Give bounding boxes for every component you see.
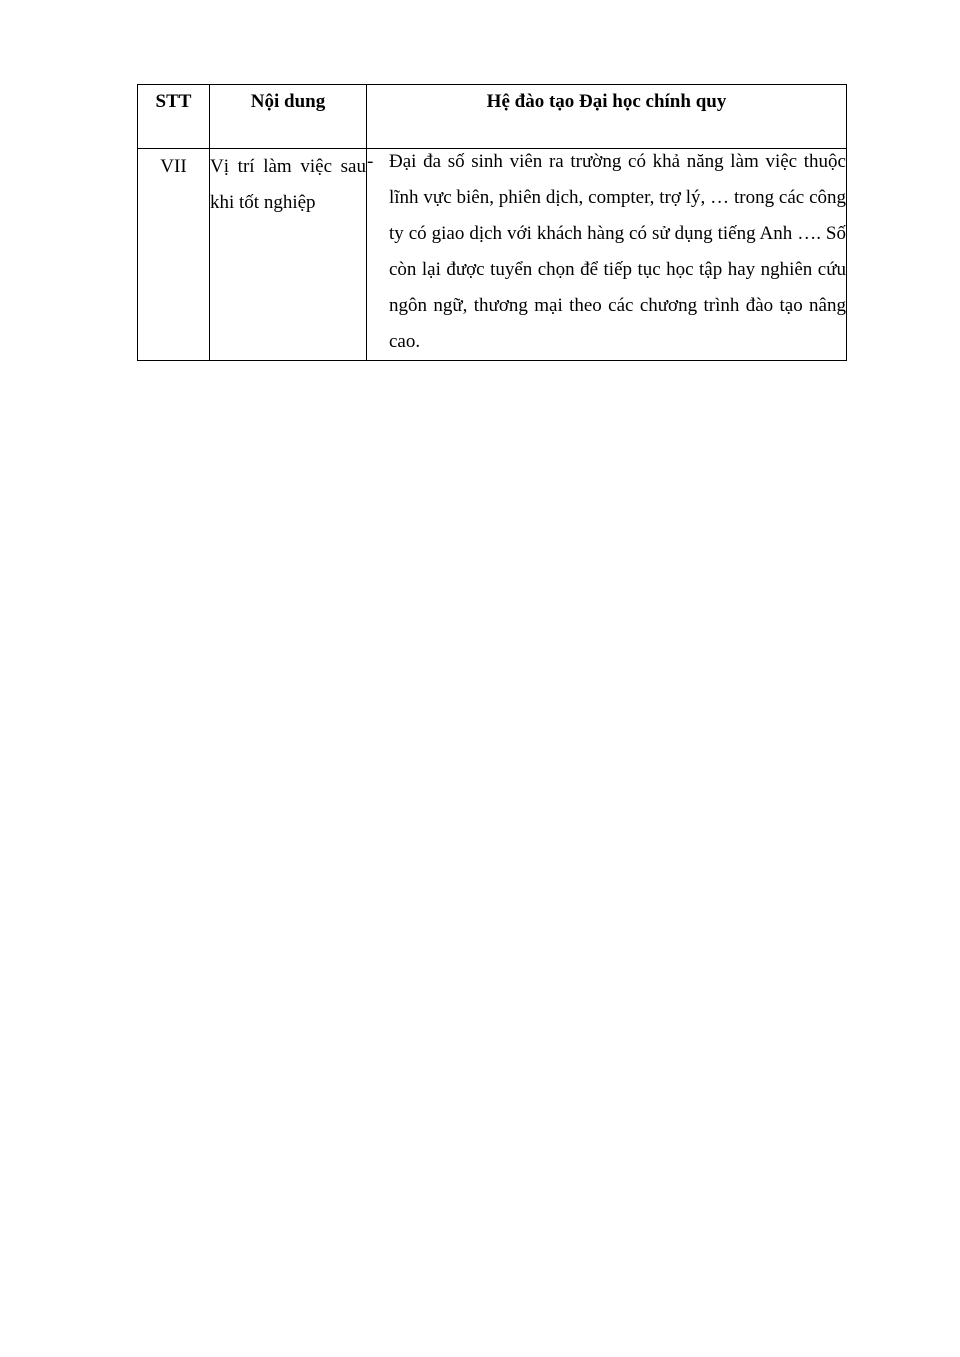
row-description-cell bbox=[367, 149, 847, 361]
program-info-table bbox=[137, 84, 847, 361]
row-content: Vị trí làm việc sau khi tốt nghiệp bbox=[210, 149, 367, 361]
bullet-dash: - bbox=[367, 151, 374, 172]
description-bullet bbox=[367, 149, 846, 360]
row-description: Đại đa số sinh viên ra trường có khả năng làm việc thuộc lĩnh vực biên, phiên dịch, compter, trợ lý, … trong các công ty có giao dịch với khách hàng có sử dụng tiếng Anh …. Số còn lại được tuyển chọn để tiếp tục học tập hay nghiên cứu ngôn ngữ, thương mại theo các chương trình đào tạo nâng cao. bbox=[389, 151, 846, 352]
header-program: Hệ đào tạo Đại học chính quy bbox=[367, 85, 847, 149]
table-header-row bbox=[138, 85, 847, 149]
header-content: Nội dung bbox=[210, 85, 367, 149]
table-row bbox=[138, 149, 847, 361]
header-stt: STT bbox=[138, 85, 210, 149]
row-stt: VII bbox=[138, 149, 210, 361]
